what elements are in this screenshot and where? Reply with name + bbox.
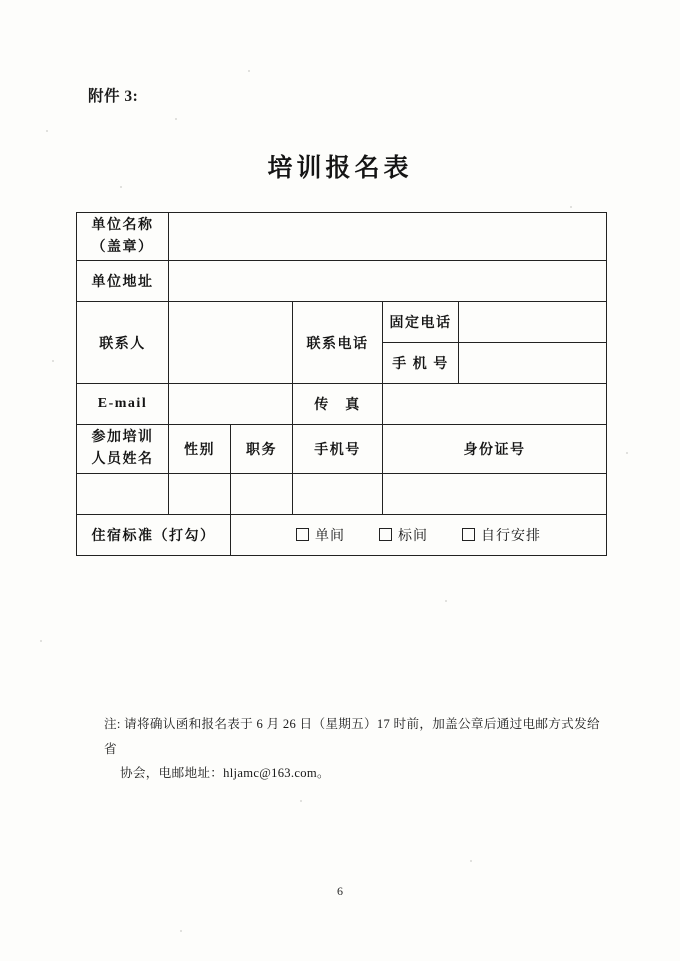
unit-name-label [77,213,169,261]
trainee-gender-value[interactable] [169,473,231,514]
registration-form-table [76,212,607,556]
accommodation-option-standard[interactable] [379,525,428,545]
unit-address-value[interactable] [169,261,607,302]
fax-value[interactable] [383,384,607,425]
contact-person-value[interactable] [169,302,293,384]
table-row [77,514,607,555]
mobile-label: 手 机 号 [383,343,459,384]
trainee-name-label-line1: 参加培训 [91,430,154,446]
scan-speckle [300,800,302,802]
table-row [77,473,607,514]
table-row [77,261,607,302]
table-row [77,425,607,473]
scan-speckle [40,640,42,642]
mobile-column-header: 手机号 [293,425,383,473]
accommodation-option-standard-label: 标间 [398,528,429,544]
trainee-id-value[interactable] [383,473,607,514]
scan-speckle [570,206,572,208]
gender-column-header: 性别 [169,425,231,473]
contact-phone-label: 联系电话 [293,302,383,384]
trainee-position-value[interactable] [231,473,293,514]
email-value[interactable] [169,384,293,425]
trainee-mobile-value[interactable] [293,473,383,514]
table-row [77,213,607,261]
accommodation-options [231,514,607,555]
unit-name-value[interactable] [169,213,607,261]
footnote-line-1: 注: 请将确认函和报名表于 6 月 26 日（星期五）17 时前，加盖公章后通过电邮方式发给省 [104,717,600,756]
scan-speckle [120,186,122,188]
page-number: 6 [337,884,343,898]
id-number-column-header: 身份证号 [383,425,607,473]
page-title: 培训报名表 [267,155,413,182]
footnote-line-2: 协会，电邮地址：hljamc@163.com。 [120,766,330,781]
scan-speckle [46,130,48,132]
checkbox-icon[interactable] [379,528,392,541]
accommodation-label: 住宿标准（打勾） [77,514,231,555]
accommodation-option-single[interactable] [296,525,345,545]
fax-label: 传 真 [293,384,383,425]
contact-person-label: 联系人 [77,302,169,384]
unit-address-label: 单位地址 [77,261,169,302]
table-row [77,302,607,343]
position-column-header: 职务 [231,425,293,473]
accommodation-option-self-label: 自行安排 [481,528,542,544]
scan-speckle [248,70,250,72]
email-label: E-mail [77,384,169,425]
trainee-name-label-line2: 人员姓名 [91,452,154,468]
checkbox-icon[interactable] [296,528,309,541]
attachment-label: 附件 3: [88,88,139,105]
landline-value[interactable] [459,302,607,343]
scan-speckle [175,118,177,120]
trainee-name-label [77,425,169,473]
scan-speckle [626,452,628,454]
scan-speckle [470,860,472,862]
scan-speckle [180,930,182,932]
scan-speckle [52,360,54,362]
table-row [77,384,607,425]
accommodation-option-self[interactable] [462,525,541,545]
unit-name-label-line2: （盖章） [91,239,154,255]
footnote [104,712,604,786]
scan-speckle [445,600,447,602]
trainee-name-value[interactable] [77,473,169,514]
landline-label: 固定电话 [383,302,459,343]
checkbox-icon[interactable] [462,528,475,541]
mobile-value[interactable] [459,343,607,384]
accommodation-option-single-label: 单间 [315,528,346,544]
unit-name-label-line1: 单位名称 [91,218,154,233]
